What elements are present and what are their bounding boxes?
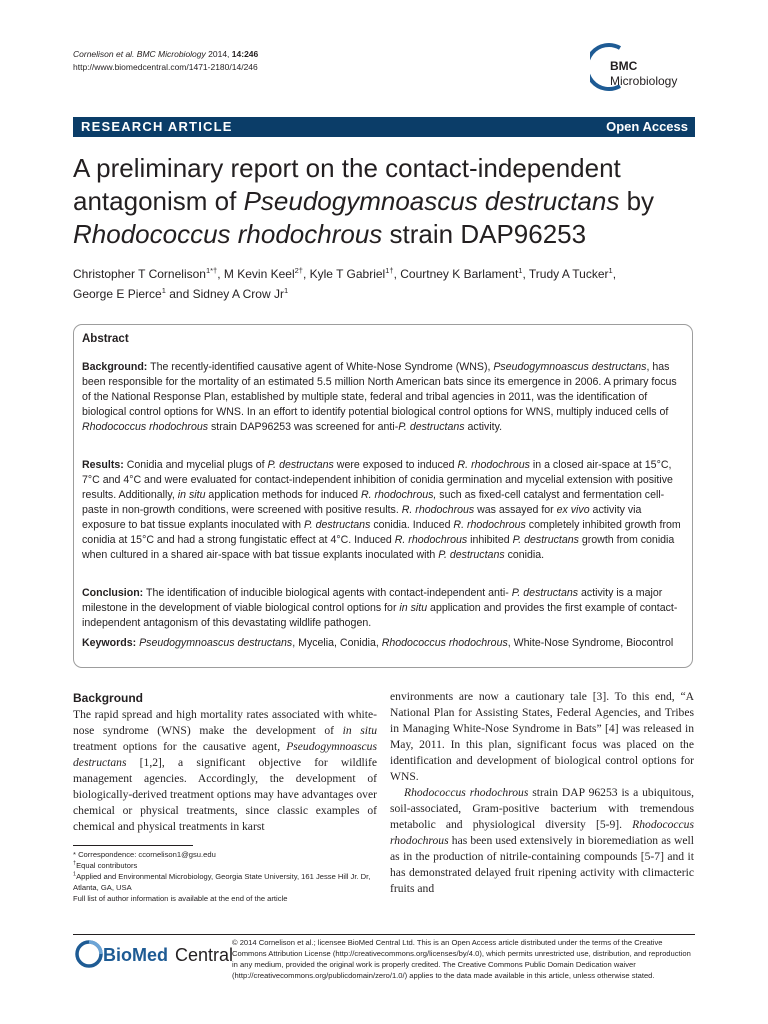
citation-volume: 14:246 xyxy=(231,49,259,59)
central-text: Central xyxy=(175,945,234,965)
open-access-label: Open Access xyxy=(606,119,688,134)
author[interactable]: Sidney A Crow Jr$^1$ xyxy=(192,286,289,301)
affiliation-note: $^1$Applied and Environmental Microbiology, Georgia State University, 161 Jesse Hill Jr. Dr, Atlanta, GA, USA xyxy=(73,871,371,892)
body-left-column xyxy=(73,690,377,835)
article-type-band xyxy=(73,117,695,137)
body-paragraph: The rapid spread and high mortality rates associated with white-nose syndrome (WNS) make the development of in situ treatment options for the causative agent, Pseudogymnoascus destructans [1,2], a significant objective for wildlife management agencies. Accordingly, the development of biologically-derived treatment options may have advantages over chemical or physical treatments, since classic examples of chemical and physical treatments in karst xyxy=(73,708,377,833)
citation-journal: Cornelison et al. BMC Microbiology xyxy=(73,49,206,59)
abstract-conclusion: Conclusion: The identification of inducible biological agents with contact-independent anti- P. destructans activity is a major milestone in the development of viable biological control options for in situ application and provides the first example of contact-independent antagonism of this devastating wildlife pathogen. xyxy=(82,587,678,629)
equal-contrib-note: †Equal contributors xyxy=(73,860,138,870)
logo-line1: BMC xyxy=(610,59,638,73)
body-right-column xyxy=(390,689,694,897)
license-text: © 2014 Cornelison et al.; licensee BioMed Central Ltd. This is an Open Access article distributed under the terms of the Creative Commons Attribution License (http://creativecommons.org/licenses/by/4.0), which permits unrestricted use, distribution, and reproduction in any medium, provided the original work is properly credited. The Creative Commons Public Domain Dedication waiver (http://creativecommons.org/publicdomain/zero/1.0/) applies to the data made available in this article, unless otherwise stated. xyxy=(232,938,691,980)
title-line-3: Rhodococcus rhodochrous strain DAP96253 xyxy=(73,219,587,249)
body-paragraph: environments are now a cautionary tale [3]. To this end, “A National Plan for Assisting States, Federal Agencies, and Tribes in Managing White-Nose Syndrome in Bats” [4] was released in May, 2011. In this plan, significant focus was placed on the identification and development of biological control options for WNS. xyxy=(390,690,694,783)
abstract-keywords: Keywords: Pseudogymnoascus destructans, Mycelia, Conidia, Rhodococcus rhodochrous, White-Nose Syndrome, Biocontrol xyxy=(82,637,674,649)
abstract-results: Results: Conidia and mycelial plugs of P. destructans were exposed to induced R. rhodochrous in a closed air-space at 15°C, 7°C and 4°C and were evaluated for contact-independent inhibition of conidia germination and mycelial extension with positive results. Additionally, in situ application methods for induced R. rhodochrous, such as fixed-cell catalyst and fermentation cell-paste in non-growth conditions, were screened with positive results. R. rhodochrous was assayed for ex vivo activity via exposure to bat tissue explants inoculated with P. destructans conidia. Induced R. rhodochrous completely inhibited growth from conidia at 15°C and had a strong fungistatic effect at 4°C. Induced R. rhodochrous inhibited P. destructans growth from conidia when cultured in a shared air-space with bat tissue explants inoculated with P. destructans conidia. xyxy=(82,459,681,561)
author[interactable]: George E Pierce$^1$ xyxy=(73,286,166,301)
footnotes xyxy=(73,849,383,904)
biomed-text: BioMed xyxy=(103,945,168,965)
citation-year: 2014, xyxy=(208,49,230,59)
biomed-central-circle-icon xyxy=(75,940,103,968)
paper-title xyxy=(73,152,713,251)
correspondence-note: * Correspondence: ccornelison1@gsu.edu xyxy=(73,850,216,859)
biomed-central-logo xyxy=(73,935,234,975)
section-heading-background: Background xyxy=(73,691,144,705)
author[interactable]: Courtney K Barlament$^1$ xyxy=(400,266,523,281)
citation-header xyxy=(73,48,258,74)
footnote-rule xyxy=(73,845,193,846)
body-paragraph: Rhodococcus rhodochrous strain DAP 96253 is a ubiquitous, soil-associated, Gram-positive bacterium with tremendous metabolic and physiological diversity [5-9]. Rhodococcus rhodochrous has been used extensively in bioremediation as well as in the production of nitrile-containing compounds [5-7] and it has demonstrated delayed fruit ripening activity with climacteric fruits and xyxy=(390,786,694,895)
article-url[interactable]: http://www.biomedcentral.com/1471-2180/14/246 xyxy=(73,62,258,72)
author-list: Christopher T Cornelison$^{1*\dagger}$, M Kevin Keel$^{2\dagger}$, Kyle T Gabriel$^{1\dagger}$, Courtney K Barlament$^1$, Trudy A Tucker$^1$, George E Pierce$^1$ and Sidney A Crow Jr$^1$ xyxy=(73,266,617,301)
title-line-2: antagonism of Pseudogymnoascus destructans by xyxy=(73,186,655,216)
abstract-background: Background: The recently-identified causative agent of White-Nose Syndrome (WNS), Pseudogymnoascus destructans, has been responsible for the mortality of an estimated 5.5 million North American bats since its emergence in 2006. A primary focus of the National Response Plan, established by multiple state, federal and tribal agencies in 2011, was the identification of biological control options for WNS. In an effort to identify potential biological control options for WNS, multiply induced cells of Rhodococcus rhodochrous strain DAP96253 was screened for anti-P. destructans activity. xyxy=(82,361,677,433)
author[interactable]: Christopher T Cornelison$^{1*\dagger}$ xyxy=(73,266,218,281)
article-type-label: RESEARCH ARTICLE xyxy=(81,119,233,134)
journal-logo xyxy=(590,42,700,94)
title-line-1: A preliminary report on the contact-independent xyxy=(73,153,621,183)
author[interactable]: Trudy A Tucker$^1$ xyxy=(528,266,613,281)
author[interactable]: M Kevin Keel$^{2\dagger}$ xyxy=(223,266,303,281)
logo-line2: Microbiology xyxy=(610,74,678,88)
abstract-heading: Abstract xyxy=(82,333,129,345)
author[interactable]: Kyle T Gabriel$^{1\dagger}$ xyxy=(309,266,394,281)
full-list-note: Full list of author information is available at the end of the article xyxy=(73,894,288,903)
